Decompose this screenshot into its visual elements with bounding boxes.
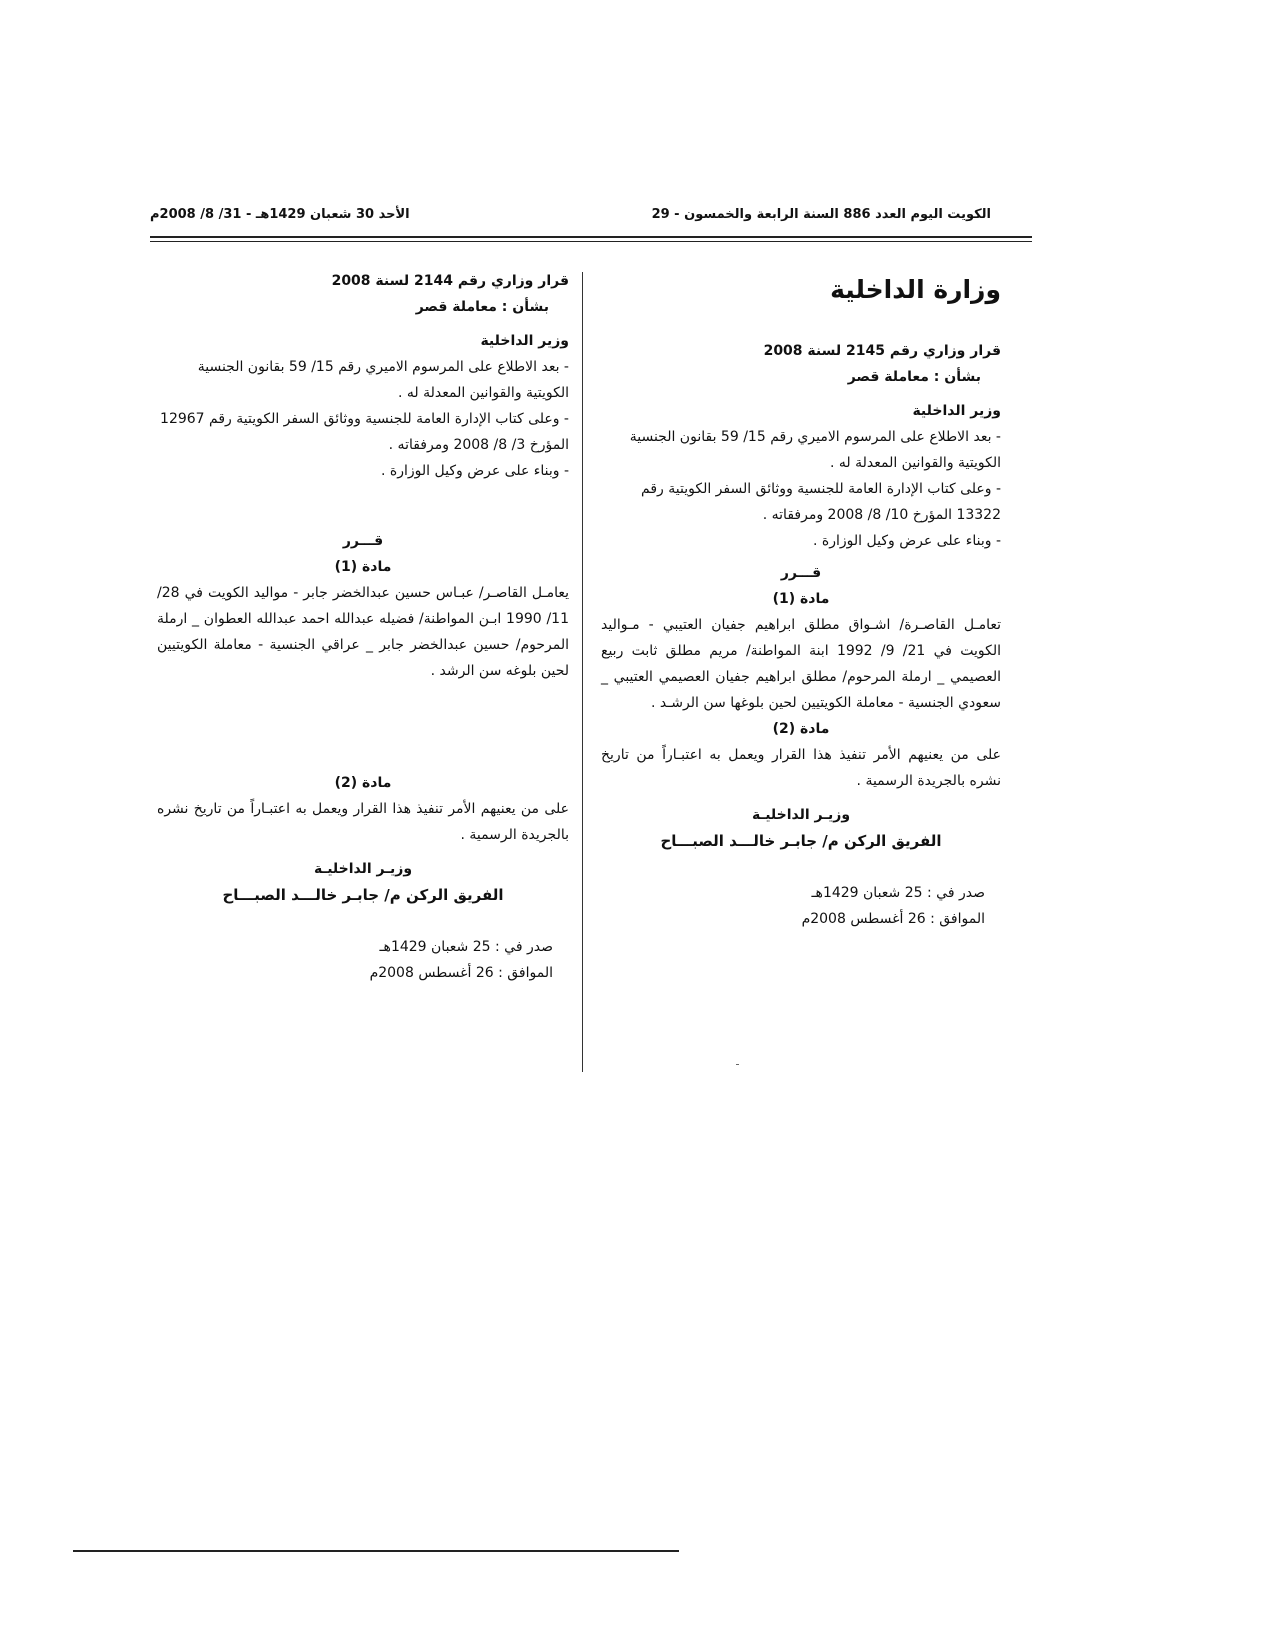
issue-date-hijri: صدر في : 25 شعبان 1429هـ <box>811 885 985 901</box>
preamble-clause: - وعلى كتاب الإدارة العامة للجنسية ووثائق السفر الكويتية رقم 13322 المؤرخ 10/ 8/ 2008 ومرفقاته . <box>641 481 1001 523</box>
article-2-title: مادة (2) <box>334 775 392 791</box>
article-2-title: مادة (2) <box>772 721 830 737</box>
header-rule <box>150 236 1032 238</box>
signatory-name: الفريق الركن م/ جابـر خالـــد الصبـــاح <box>222 886 504 904</box>
article-1-title: مادة (1) <box>772 591 830 607</box>
scan-speck <box>736 1064 739 1065</box>
preamble-clause: - بعد الاطلاع على المرسوم الاميري رقم 15/ 59 بقانون الجنسية الكويتية والقوانين المعدلة له . <box>197 359 569 401</box>
decree-subject: بشأن : معاملة قصر <box>847 369 981 385</box>
article-2-text: على من يعنيهم الأمر تنفيذ هذا القرار ويعمل به اعتبـاراً من تاريخ نشره بالجريدة الرسمية . <box>157 801 569 843</box>
preamble-clause: - بعد الاطلاع على المرسوم الاميري رقم 15/ 59 بقانون الجنسية الكويتية والقوانين المعدلة له . <box>629 429 1001 471</box>
issue-date-gregorian: الموافق : 26 أغسطس 2008م <box>369 965 553 981</box>
footer-rule <box>73 1550 679 1552</box>
signatory-role: وزيـر الداخليـة <box>313 861 413 877</box>
ministry-title: وزارة الداخلية <box>830 275 1001 304</box>
decree-subject: بشأن : معاملة قصر <box>415 299 549 315</box>
issuer-title: وزير الداخلية <box>480 333 569 349</box>
issuer-title: وزير الداخلية <box>912 403 1001 419</box>
issue-date-gregorian: الموافق : 26 أغسطس 2008م <box>801 911 985 927</box>
decree-title: قرار وزاري رقم 2144 لسنة 2008 <box>331 273 569 289</box>
signatory-name: الفريق الركن م/ جابـر خالـــد الصبـــاح <box>660 832 942 850</box>
decree-2144 <box>157 268 569 986</box>
article-1-text: تعامـل القاصـرة/ اشـواق مطلق ابراهيم جفيان العتيبي - مـواليد الكويت في 21/ 9/ 1992 ابنة المواطنة/ مريم مطلق ثابت ربيع العصيمي _ ارملة المرحوم/ مطلق ابراهيم جفيان العصيمي العتيبي _ سعودي الجنسية - معاملة الكويتيين لحين بلوغها سن الرشـد . <box>601 617 1001 711</box>
preamble-clause: - وعلى كتاب الإدارة العامة للجنسية ووثائق السفر الكويتية رقم 12967 المؤرخ 3/ 8/ 2008 ومرفقاته . <box>160 411 569 453</box>
decree-title: قرار وزاري رقم 2145 لسنة 2008 <box>763 343 1001 359</box>
article-1-title: مادة (1) <box>334 559 392 575</box>
article-2-text: على من يعنيهم الأمر تنفيذ هذا القرار ويعمل به اعتبـاراً من تاريخ نشره بالجريدة الرسمية . <box>601 747 1001 789</box>
preamble-clause: - وبناء على عرض وكيل الوزارة . <box>381 463 569 479</box>
header-rule-thin <box>150 241 1032 242</box>
page-header-issue: الكويت اليوم العدد 886 السنة الرابعة والخمسون - 29 <box>651 207 991 222</box>
decided-heading: قـــرر <box>780 565 822 581</box>
preamble-clause: - وبناء على عرض وكيل الوزارة . <box>813 533 1001 549</box>
decree-2145 <box>601 270 1001 932</box>
signatory-role: وزيـر الداخليـة <box>751 807 851 823</box>
issue-date-hijri: صدر في : 25 شعبان 1429هـ <box>379 939 553 955</box>
decided-heading: قـــرر <box>342 533 384 549</box>
page-header-date: الأحد 30 شعبان 1429هـ - 31/ 8/ 2008م <box>150 207 410 222</box>
column-divider <box>582 272 583 1072</box>
article-1-text: يعامـل القاصـر/ عبـاس حسين عبدالخضر جابر - مواليد الكويت في 28/ 11/ 1990 ابـن المواطنة/ فضيله عبدالله احمد عبدالله العطوان _ ارملة المرحوم/ حسين عبدالخضر جابر _ عراقي الجنسية - معاملة الكويتيين لحين بلوغه سن الرشد . <box>157 585 569 679</box>
